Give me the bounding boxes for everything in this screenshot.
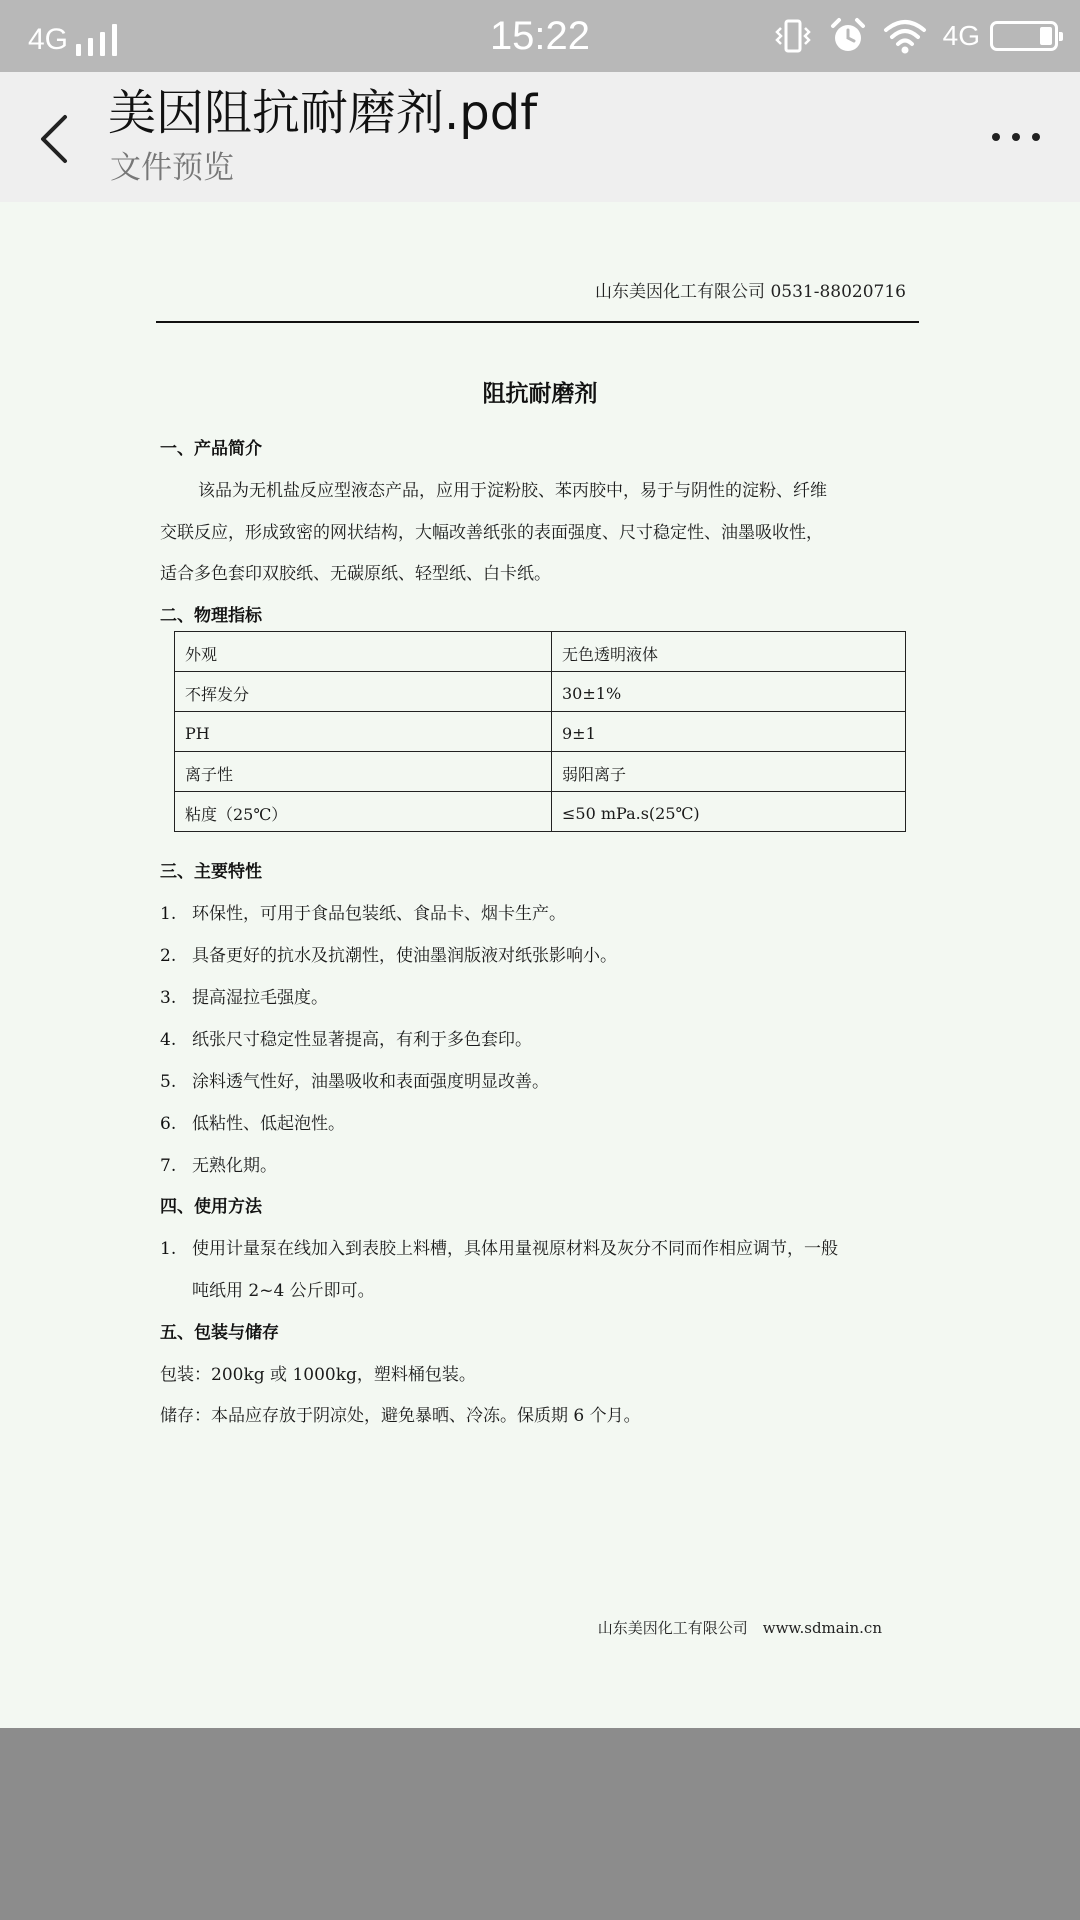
usage-line: 吨纸用 2~4 公斤即可。 bbox=[192, 1281, 375, 1301]
list-item-number: 5. bbox=[160, 1072, 177, 1092]
file-title: 美因阻抗耐磨剂.pdf bbox=[108, 85, 538, 141]
status-time: 15:22 bbox=[489, 14, 591, 58]
section-heading-physical: 二、物理指标 bbox=[160, 606, 262, 626]
status-right bbox=[773, 14, 1058, 58]
section-heading-storage: 五、包装与储存 bbox=[160, 1323, 279, 1343]
table-row bbox=[175, 712, 906, 752]
alarm-icon bbox=[829, 17, 867, 55]
back-arrow-icon bbox=[37, 113, 71, 165]
spec-value: 9±1 bbox=[552, 712, 906, 752]
list-item-number: 3. bbox=[160, 988, 177, 1008]
header-divider bbox=[156, 321, 919, 323]
table-row bbox=[175, 672, 906, 712]
list-item-number: 2. bbox=[160, 946, 177, 966]
list-item-number: 6. bbox=[160, 1114, 177, 1134]
vibrate-icon bbox=[773, 18, 813, 54]
wifi-icon bbox=[883, 18, 927, 54]
doc-title: 阻抗耐磨剂 bbox=[482, 381, 598, 407]
section-heading-usage: 四、使用方法 bbox=[160, 1197, 262, 1217]
list-item-number: 1. bbox=[160, 1239, 177, 1259]
list-item: 涂料透气性好，油墨吸收和表面强度明显改善。 bbox=[192, 1072, 549, 1092]
list-item-number: 1. bbox=[160, 904, 177, 924]
doc-footer: 山东美因化工有限公司 www.sdmain.cn bbox=[597, 1619, 882, 1637]
spec-value: 弱阳离子 bbox=[552, 752, 906, 792]
battery-icon bbox=[990, 21, 1058, 51]
list-item-number: 4. bbox=[160, 1030, 177, 1050]
storage-line: 储存：本品应存放于阴凉处，避免暴晒、冷冻。保质期 6 个月。 bbox=[160, 1406, 641, 1426]
table-row bbox=[175, 632, 906, 672]
usage-line: 使用计量泵在线加入到表胶上料槽，具体用量视原材料及灰分不同而作相应调节，一般 bbox=[192, 1239, 838, 1259]
spec-value: 无色透明液体 bbox=[552, 632, 906, 672]
document-page[interactable] bbox=[0, 202, 1080, 1728]
packaging-line: 包装：200kg 或 1000kg，塑料桶包装。 bbox=[160, 1365, 476, 1385]
network-type-label-right: 4G bbox=[942, 20, 980, 51]
spec-table bbox=[174, 631, 906, 832]
list-item: 纸张尺寸稳定性显著提高，有利于多色套印。 bbox=[192, 1030, 532, 1050]
section-heading-features: 三、主要特性 bbox=[160, 862, 262, 882]
list-item: 具备更好的抗水及抗潮性，使油墨润版液对纸张影响小。 bbox=[192, 946, 617, 966]
status-bar bbox=[0, 0, 1080, 72]
intro-line: 适合多色套印双胶纸、无碳原纸、轻型纸、白卡纸。 bbox=[160, 564, 551, 584]
spec-name: 不挥发分 bbox=[175, 672, 552, 712]
list-item: 提高湿拉毛强度。 bbox=[192, 988, 328, 1008]
intro-line: 该品为无机盐反应型液态产品，应用于淀粉胶、苯丙胶中，易于与阴性的淀粉、纤维 bbox=[198, 481, 827, 501]
list-item: 无熟化期。 bbox=[192, 1156, 277, 1176]
spec-value: 30±1% bbox=[552, 672, 906, 712]
battery-level bbox=[1040, 27, 1052, 45]
list-item: 低粘性、低起泡性。 bbox=[192, 1114, 345, 1134]
section-heading-intro: 一、产品简介 bbox=[160, 439, 262, 459]
more-dots-icon[interactable] bbox=[992, 122, 1040, 152]
spec-name: 离子性 bbox=[175, 752, 552, 792]
list-item-number: 7. bbox=[160, 1156, 177, 1176]
doc-company-header: 山东美因化工有限公司 0531-88020716 bbox=[595, 282, 906, 302]
viewer-background bbox=[0, 1728, 1080, 1920]
table-row bbox=[175, 792, 906, 832]
spec-name: 外观 bbox=[175, 632, 552, 672]
intro-line: 交联反应，形成致密的网状结构，大幅改善纸张的表面强度、尺寸稳定性、油墨吸收性， bbox=[160, 523, 823, 543]
table-row bbox=[175, 752, 906, 792]
spec-name: PH bbox=[175, 712, 552, 752]
spec-value: ≤50 mPa.s(25℃) bbox=[552, 792, 906, 832]
file-preview-subtitle: 文件预览 bbox=[110, 150, 234, 186]
back-button[interactable] bbox=[22, 94, 86, 184]
app-header bbox=[0, 72, 1080, 202]
spec-name: 粘度（25℃） bbox=[175, 792, 552, 832]
network-type-label: 4G bbox=[28, 23, 69, 56]
list-item: 环保性，可用于食品包装纸、食品卡、烟卡生产。 bbox=[192, 904, 566, 924]
